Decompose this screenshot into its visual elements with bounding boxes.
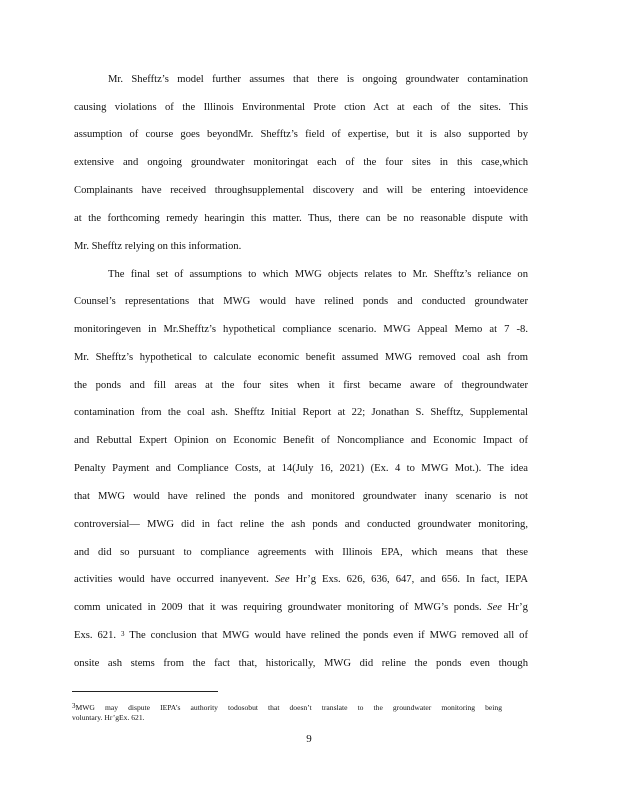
paragraph-2-line-2: Counsel’s representations that MWG would have relined ponds and conducted groundwater — [74, 296, 528, 307]
line-12-citation: Hr’g Exs. 626, 636, 647, and 656. In fact, IEPA — [295, 574, 529, 585]
paragraph-1-line-6: at the forthcoming remedy hearingin this matter. Thus, there can be no reasonable dispute with — [74, 213, 528, 224]
paragraph-2-line-3: monitoringeven in Mr.Shefftz’s hypothetical compliance scenario. MWG Appeal Memo at 7 -8. — [74, 324, 528, 335]
line-13-citation: Hr’g — [507, 602, 528, 613]
paragraph-1-line-4: extensive and ongoing groundwater monitoringat each of the four sites in this case,which — [74, 157, 528, 168]
paragraph-2-line-15: onsite ash stems from the fact that, historically, MWG did reline the ponds even though — [74, 658, 528, 669]
paragraph-2-line-13 — [74, 601, 528, 615]
paragraph-2-line-10: controversial— MWG did in fact reline the ash ponds and conducted groundwater monitoring, — [74, 519, 528, 530]
paragraph-2-line-7: and Rebuttal Expert Opinion on Economic Benefit of Noncompliance and Economic Impact of — [74, 435, 528, 446]
paragraph-2-line-4: Mr. Shefftz’s hypothetical to calculate economic benefit assumed MWG removed coal ash from — [74, 352, 528, 363]
paragraph-2-line-6: contamination from the coal ash. Shefftz Initial Report at 22; Jonathan S. Shefftz, Supplemental — [74, 407, 528, 418]
paragraph-2-line-14 — [74, 629, 528, 643]
paragraph-2-line-5: the ponds and fill areas at the four sites when it first became aware of thegroundwater — [74, 380, 528, 391]
line-14-text: Exs. 621. — [74, 630, 117, 641]
line-13-text: comm unicated in 2009 that it was requiring groundwater monitoring of MWG’s ponds. — [74, 602, 482, 613]
paragraph-1-line-7: Mr. Shefftz relying on this information. — [74, 241, 242, 252]
paragraph-2-line-9: that MWG would have relined the ponds and monitored groundwater inany scenario is not — [74, 491, 528, 502]
footnote-line-1 — [72, 703, 502, 713]
footnote-marker: 3 — [72, 702, 76, 710]
footnote-text-1: MWG may dispute IEPA’s authority todosobut that doesn’t translate to the groundwater monitoring being — [75, 703, 502, 712]
paragraph-1-line-1: Mr. Shefftz’s model further assumes that there is ongoing groundwater contamination — [108, 74, 528, 85]
paragraph-2-line-11: and did so pursuant to compliance agreements with Illinois EPA, which means that these — [74, 547, 528, 558]
see-signal: See — [274, 574, 290, 585]
line-14-rest: The conclusion that MWG would have relined the ponds even if MWG removed all of — [129, 630, 528, 641]
paragraph-1-line-5: Complainants have received throughsupplemental discovery and will be entering intoevidence — [74, 185, 528, 196]
paragraph-2-line-8: Penalty Payment and Compliance Costs, at 14(July 16, 2021) (Ex. 4 to MWG Mot.). The idea — [74, 463, 528, 474]
line-12-text: activities would have occurred inanyevent. — [74, 574, 269, 585]
paragraph-1-line-2: causing violations of the Illinois Environmental Prote ction Act at each of the sites. This — [74, 102, 528, 113]
paragraph-2-line-12 — [74, 573, 528, 587]
page-number: 9 — [306, 733, 312, 745]
footnote-line-2: voluntary. Hr’gEx. 621. — [72, 713, 145, 722]
paragraph-1-line-3: assumption of course goes beyondMr. Shefftz’s field of expertise, but it is also supported by — [74, 129, 528, 140]
footnote-separator — [72, 691, 218, 692]
see-signal: See — [487, 602, 502, 613]
paragraph-2-line-1: The final set of assumptions to which MWG objects relates to Mr. Shefftz’s reliance on — [108, 269, 528, 280]
footnote-reference: 3 — [120, 630, 125, 638]
